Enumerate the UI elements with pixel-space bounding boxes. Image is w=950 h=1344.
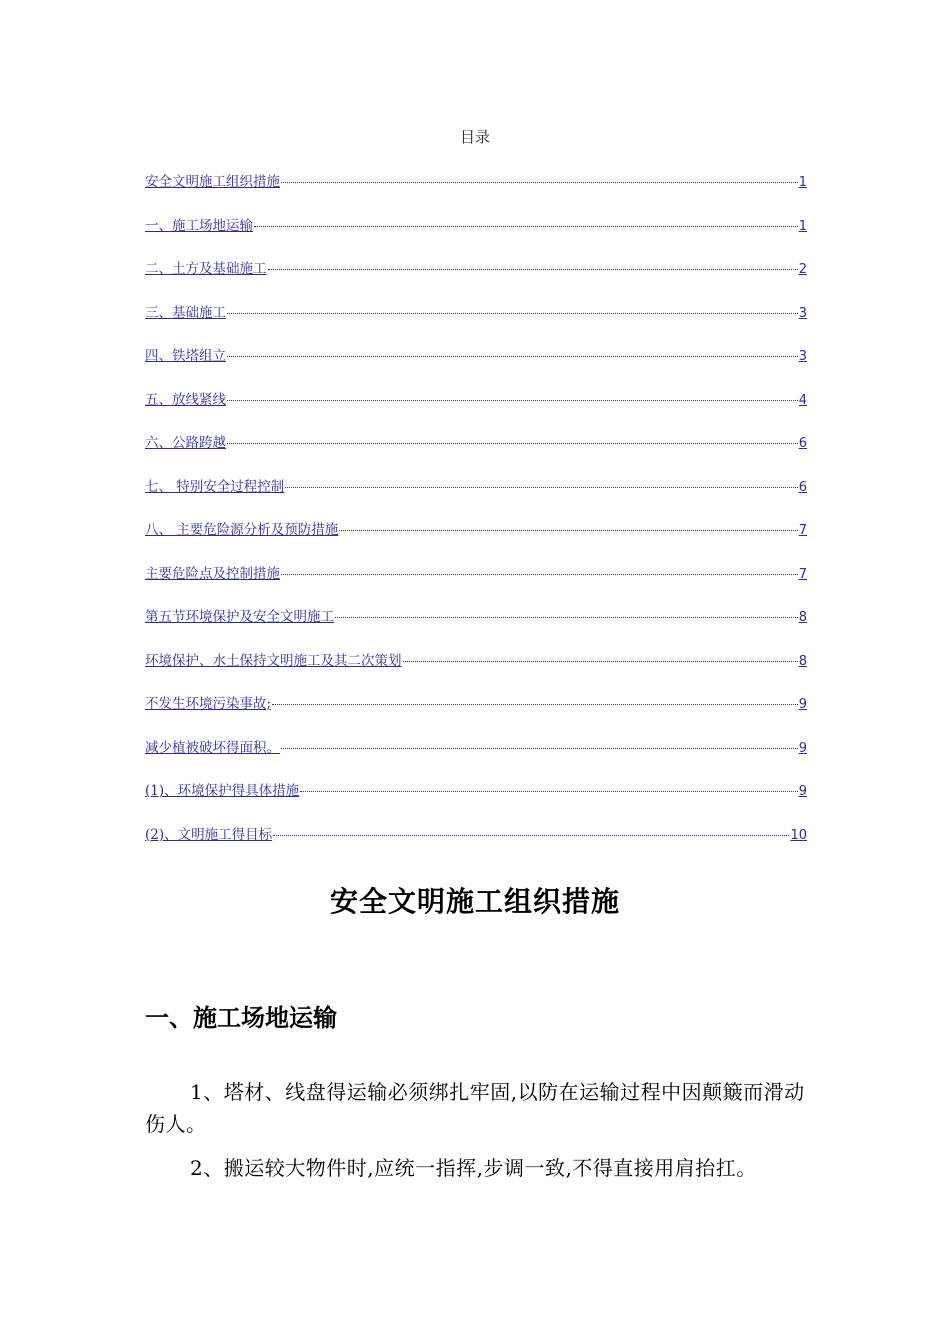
toc-entry-link[interactable] (145, 344, 807, 388)
toc-entry-label[interactable]: 不发生环境污染事故; (145, 696, 272, 712)
toc-page-number[interactable]: 2 (798, 262, 807, 277)
toc-page-number[interactable]: 1 (798, 218, 807, 234)
toc-dot-leader (339, 529, 797, 531)
toc-entry-label[interactable]: 一、施工场地运输 (145, 217, 253, 234)
toc-dot-leader (268, 268, 798, 270)
toc-page-number[interactable]: 7 (798, 523, 807, 538)
toc-page-number[interactable]: 4 (798, 392, 807, 408)
toc-dot-leader (335, 616, 798, 618)
toc-dot-leader (227, 399, 798, 401)
toc-page-number[interactable]: 3 (798, 305, 807, 321)
toc-page-number[interactable]: 7 (798, 566, 807, 582)
paragraph-2: 2、搬运较大物件时,应统一指挥,步调一致,不得直接用肩抬扛。 (190, 1156, 757, 1180)
toc-entry-link[interactable] (145, 431, 807, 475)
toc-page-number[interactable]: 3 (798, 349, 807, 364)
toc-entry-link[interactable] (145, 475, 807, 519)
toc-entry-label[interactable]: 七、 特别安全过程控制 (145, 478, 285, 495)
toc-entry-link[interactable] (145, 692, 807, 736)
toc-dot-leader (227, 312, 798, 314)
toc-entry-link[interactable] (145, 170, 807, 214)
section-heading: 一、施工场地运输 (145, 1003, 337, 1032)
toc-dot-leader (227, 355, 798, 357)
toc-page-number[interactable]: 9 (798, 784, 807, 799)
toc-entry-label[interactable]: 主要危险点及控制措施 (145, 565, 280, 582)
toc-entry-link[interactable] (145, 257, 807, 301)
toc-page-number[interactable]: 9 (798, 740, 807, 756)
toc-entry-label[interactable]: 五、放线紧线 (145, 391, 226, 408)
toc-entry-link[interactable] (145, 779, 807, 823)
toc-entry-label[interactable]: 环境保护、水土保持文明施工及其二次策划 (145, 652, 402, 669)
toc-dot-leader (272, 703, 798, 705)
toc-entry-link[interactable] (145, 736, 807, 780)
toc-dot-leader (403, 660, 798, 662)
toc-title: 目录 (459, 128, 490, 146)
toc-entry-label[interactable]: 六、公路跨越 (145, 435, 226, 451)
toc-page-number[interactable]: 10 (790, 827, 807, 843)
toc-dot-leader (254, 225, 798, 227)
toc-entry-label[interactable]: 第五节环境保护及安全文明施工 (145, 609, 334, 625)
toc-entry-link[interactable] (145, 649, 807, 693)
toc-entry-label[interactable]: 安全文明施工组织措施 (145, 174, 280, 190)
toc-entry-link[interactable] (145, 605, 807, 649)
toc-dot-leader (300, 790, 798, 792)
toc-page-number[interactable]: 1 (798, 175, 807, 190)
toc-entry-link[interactable] (145, 562, 807, 606)
toc-entry-link[interactable] (145, 214, 807, 258)
toc-entry-link[interactable] (145, 823, 807, 867)
toc-page-number[interactable]: 8 (798, 610, 807, 625)
toc-dot-leader (285, 486, 797, 488)
table-of-contents (145, 170, 807, 866)
toc-entry-label[interactable]: 三、基础施工 (145, 304, 226, 321)
toc-entry-link[interactable] (145, 388, 807, 432)
toc-entry-link[interactable] (145, 518, 807, 562)
toc-page-number[interactable]: 6 (798, 479, 807, 495)
toc-page-number[interactable]: 6 (798, 436, 807, 451)
toc-page-number[interactable]: 8 (798, 653, 807, 669)
toc-entry-label[interactable]: 八、 主要危险源分析及预防措施 (145, 522, 339, 538)
toc-dot-leader (281, 181, 798, 183)
toc-dot-leader (273, 834, 789, 836)
toc-page-number[interactable]: 9 (798, 697, 807, 712)
toc-dot-leader (281, 747, 798, 749)
toc-dot-leader (227, 442, 798, 444)
toc-entry-label[interactable]: 减少植被破坏得面积。 (145, 739, 280, 756)
toc-dot-leader (281, 573, 798, 575)
toc-entry-label[interactable]: (2)、文明施工得目标 (145, 826, 273, 843)
toc-entry-link[interactable] (145, 301, 807, 345)
paragraph-1: 1、塔材、线盘得运输必须绑扎牢固,以防在运输过程中因颠簸而滑动伤人。 (145, 1080, 805, 1136)
document-title: 安全文明施工组织措施 (329, 885, 620, 918)
toc-entry-label[interactable]: 四、铁塔组立 (145, 348, 226, 364)
toc-entry-label[interactable]: 二、土方及基础施工 (145, 261, 267, 277)
toc-entry-label[interactable]: (1)、环境保护得具体措施 (145, 783, 300, 799)
